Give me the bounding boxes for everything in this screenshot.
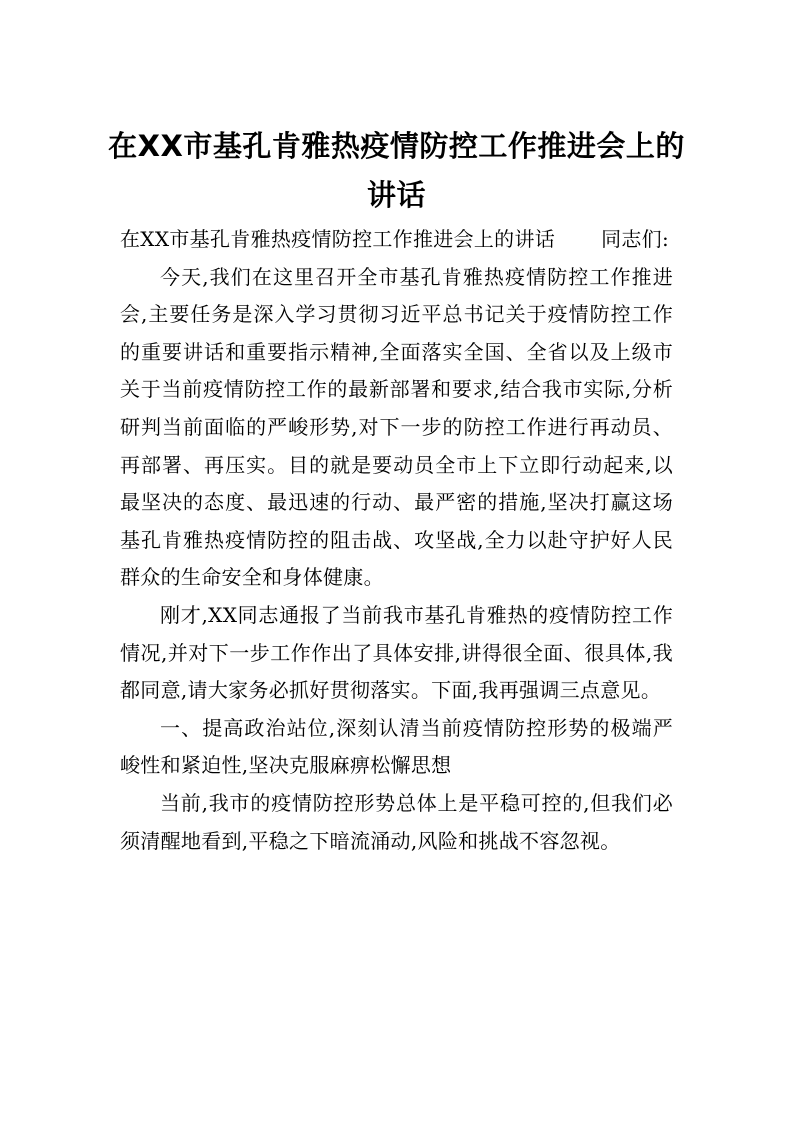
body-paragraph-2: 刚才,XX同志通报了当前我市基孔肯雅热的疫情防控工作情况,并对下一步工作作出了具体安排,讲得很全面、很具体,我都同意,请大家务必抓好贯彻落实。下面,我再强调三点意见。 xyxy=(120,602,673,703)
salutation: 同志们: xyxy=(601,227,670,251)
document-body xyxy=(120,221,673,860)
body-paragraph-1: 今天,我们在这里召开全市基孔肯雅热疫情防控工作推进会,主要任务是深入学习贯彻习近平总书记关于疫情防控工作的重要讲话和重要指示精神,全面落实全国、全省以及上级市关于当前疫情防控工作的最新部署和要求,结合我市实际,分析研判当前面临的严峻形势,对下一步的防控工作进行再动员、再部署、再压实。目的就是要动员全市上下立即行动起来,以最坚决的态度、最迅速的行动、最严密的措施,坚决打赢这场基孔肯雅热疫情防控的阻击战、攻坚战,全力以赴守护好人民群众的生命安全和身体健康。 xyxy=(120,264,673,590)
section-heading-1: 一、提高政治站位,深刻认清当前疫情防控形势的极端严峻性和紧迫性,坚决克服麻痹松懈思想 xyxy=(120,715,673,778)
body-paragraph-3: 当前,我市的疫情防控形势总体上是平稳可控的,但我们必须清醒地看到,平稳之下暗流涌动,风险和挑战不容忽视。 xyxy=(120,790,673,853)
opening-title-repeat: 在XX市基孔肯雅热疫情防控工作推进会上的讲话 xyxy=(120,227,556,251)
document-title: 在XX市基孔肯雅热疫情防控工作推进会上的讲话 xyxy=(108,129,685,212)
opening-line xyxy=(120,221,673,259)
